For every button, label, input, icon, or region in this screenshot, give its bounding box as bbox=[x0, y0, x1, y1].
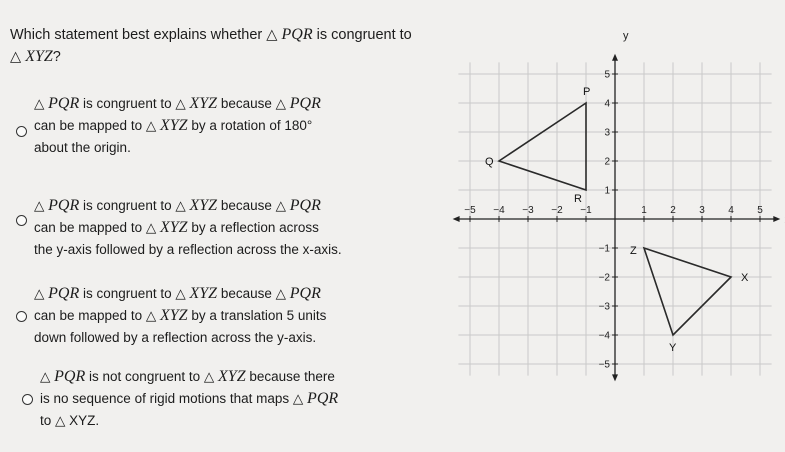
option-text: because there bbox=[249, 369, 335, 384]
option-math: XYZ bbox=[189, 285, 218, 302]
answer-option-3[interactable] bbox=[34, 283, 434, 349]
option-text: because △ bbox=[220, 286, 287, 301]
option-math: XYZ bbox=[218, 368, 246, 385]
option-math: XYZ bbox=[159, 307, 188, 324]
question-triangle-symbol: △ bbox=[10, 49, 22, 65]
option-text: is no sequence of rigid motions that maps △ bbox=[40, 391, 304, 406]
radio-button[interactable] bbox=[16, 215, 27, 226]
option-math: XYZ bbox=[159, 219, 188, 236]
y-tick-label: −5 bbox=[598, 359, 610, 371]
question-prompt bbox=[10, 24, 480, 68]
option-math: PQR bbox=[289, 285, 321, 302]
option-text: is congruent to △ bbox=[83, 96, 186, 111]
y-axis-arrow-down bbox=[612, 374, 618, 381]
option-math: PQR bbox=[48, 285, 80, 302]
x-tick-label: −1 bbox=[580, 205, 592, 216]
y-tick-label: 2 bbox=[604, 156, 610, 168]
y-tick-label: 3 bbox=[604, 127, 610, 139]
x-axis-arrow-left bbox=[453, 216, 460, 222]
x-tick-label: −4 bbox=[493, 205, 505, 216]
x-tick-label: −2 bbox=[551, 205, 563, 216]
option-text: is congruent to △ bbox=[83, 286, 186, 301]
triangle-pqr bbox=[499, 103, 586, 190]
option-text: the y-axis followed by a reflection across the x-axis. bbox=[34, 242, 342, 257]
option-text: △ bbox=[34, 198, 45, 213]
option-text: is not congruent to △ bbox=[89, 369, 215, 384]
coordinate-graph bbox=[464, 30, 780, 371]
option-text: △ bbox=[40, 369, 51, 384]
x-tick-label: 1 bbox=[641, 205, 647, 216]
option-text: because △ bbox=[220, 198, 287, 213]
radio-button[interactable] bbox=[16, 126, 27, 137]
answer-option-1[interactable] bbox=[34, 93, 434, 159]
question-pqr: PQR bbox=[281, 26, 313, 43]
option-text: about the origin. bbox=[34, 140, 131, 155]
option-math: PQR bbox=[307, 390, 339, 407]
y-axis-arrow bbox=[612, 54, 618, 61]
option-text: △ bbox=[34, 96, 45, 111]
y-tick-label: 5 bbox=[604, 69, 610, 81]
answer-option-4[interactable] bbox=[40, 366, 440, 432]
y-tick-label: −4 bbox=[598, 330, 610, 342]
question-text-2: is congruent to bbox=[316, 27, 412, 43]
y-axis-label: y bbox=[623, 30, 629, 43]
option-text: down followed by a reflection across the y-axis. bbox=[34, 330, 317, 345]
x-tick-label: 4 bbox=[728, 205, 734, 216]
option-math: XYZ bbox=[189, 95, 218, 112]
x-tick-label: 5 bbox=[757, 205, 763, 216]
radio-button[interactable] bbox=[22, 394, 33, 405]
vertex-labels bbox=[485, 86, 749, 354]
y-tick-label: −3 bbox=[598, 301, 610, 313]
option-text: to △ XYZ. bbox=[40, 413, 100, 428]
question-mark: ? bbox=[52, 49, 61, 65]
y-tick-label: −1 bbox=[598, 243, 610, 255]
x-tick-label: −3 bbox=[522, 205, 534, 216]
option-math: PQR bbox=[48, 95, 80, 112]
option-math: PQR bbox=[48, 197, 80, 214]
question-text-1: Which statement best explains whether △ bbox=[10, 27, 278, 43]
triangle-xyz bbox=[644, 248, 731, 335]
vertex-label-r: R bbox=[574, 193, 582, 205]
option-text: by a rotation of 180° bbox=[191, 118, 313, 133]
x-tick-label: 3 bbox=[699, 205, 705, 216]
option-math: XYZ bbox=[189, 197, 218, 214]
y-tick-label: 4 bbox=[604, 98, 610, 110]
x-axis-arrow bbox=[773, 216, 780, 222]
x-tick-label: 2 bbox=[670, 205, 676, 216]
vertex-label-q: Q bbox=[485, 156, 494, 168]
option-math: PQR bbox=[54, 368, 86, 385]
tick-labels bbox=[464, 70, 763, 371]
option-text: because △ bbox=[220, 96, 287, 111]
y-tick-label: 1 bbox=[604, 185, 610, 197]
option-math: PQR bbox=[289, 95, 321, 112]
option-text: can be mapped to △ bbox=[34, 308, 157, 323]
question-xyz: XYZ bbox=[25, 48, 53, 65]
option-text: can be mapped to △ bbox=[34, 118, 157, 133]
option-text: by a translation 5 units bbox=[191, 308, 327, 323]
vertex-label-x: X bbox=[741, 272, 749, 284]
option-text: can be mapped to △ bbox=[34, 220, 157, 235]
vertex-label-y: Y bbox=[669, 342, 677, 354]
option-text: is congruent to △ bbox=[83, 198, 186, 213]
answer-option-2[interactable] bbox=[34, 195, 434, 261]
option-math: XYZ bbox=[159, 117, 188, 134]
y-tick-label: −2 bbox=[598, 272, 610, 284]
option-math: PQR bbox=[289, 197, 321, 214]
vertex-label-z: Z bbox=[630, 245, 637, 257]
radio-button[interactable] bbox=[16, 311, 27, 322]
x-tick-label: −5 bbox=[464, 205, 476, 216]
option-text: △ bbox=[34, 286, 45, 301]
option-text: by a reflection across bbox=[191, 220, 319, 235]
vertex-label-p: P bbox=[583, 86, 591, 98]
